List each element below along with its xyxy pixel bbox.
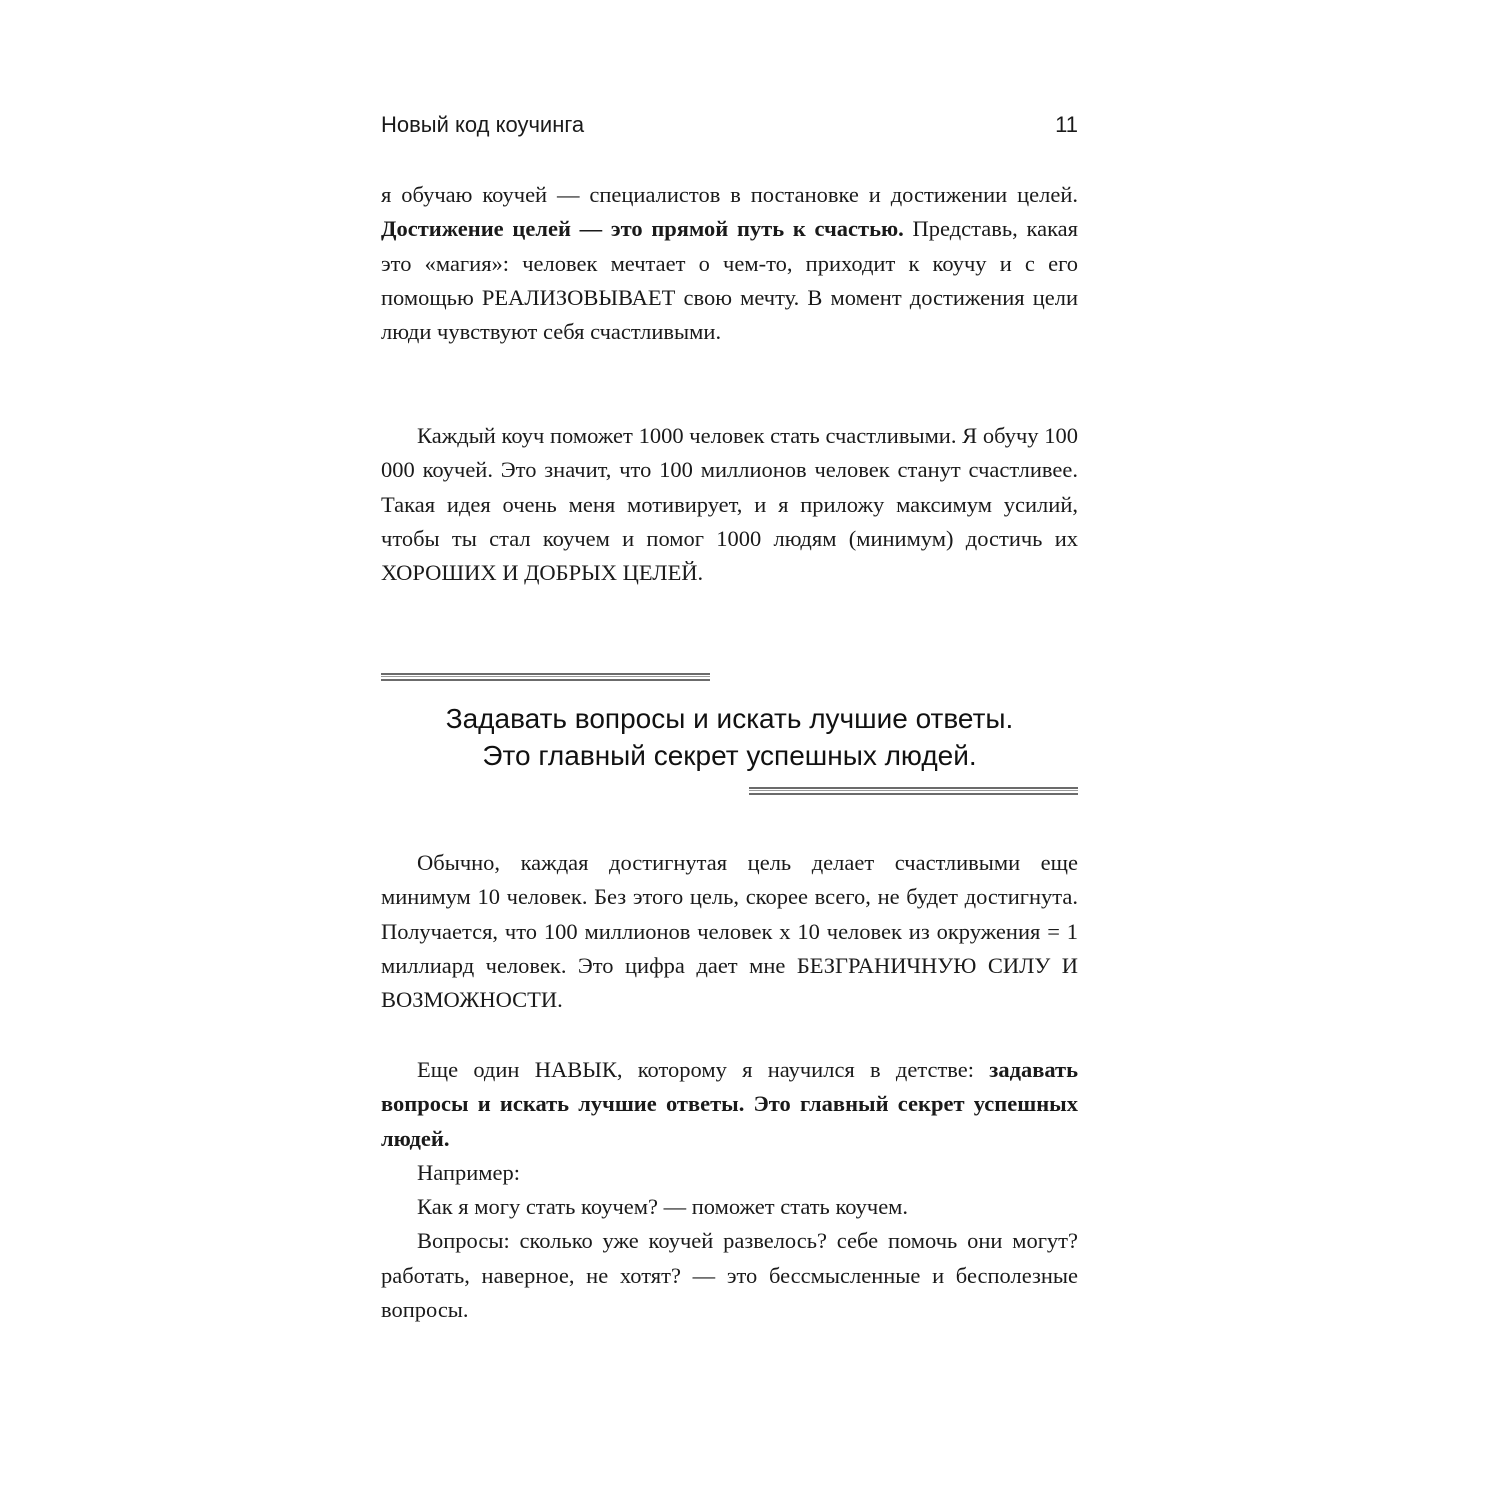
paragraph-text: Обычно, каждая достигнутая цель делает счастливыми еще минимум 10 человек. Без этого цель, скорее всего, не будет достигнута. Получается, что 100 миллионов человек х 10 человек из окружения = 1 миллиард человек. Это цифра дает мне БЕЗГРАНИЧНУЮ СИЛУ И ВОЗМОЖНОСТИ. — [381, 850, 1078, 1013]
paragraph-text: Каждый коуч поможет 1000 человек стать счастливыми. Я обучу 100 000 коучей. Это значит, что 100 миллионов человек станут счастливее. Такая идея очень меня мотивирует, и я приложу максимум усилий, чтобы ты стал коучем и помог 1000 людям (минимум) достичь их ХОРОШИХ И ДОБРЫХ ЦЕЛЕЙ. — [381, 423, 1078, 586]
bold-statement: Достижение целей — это прямой путь к счастью. — [381, 216, 904, 242]
paragraph-text: Еще один НАВЫК, которому я научился в детстве: — [417, 1057, 990, 1082]
pull-quote — [381, 700, 1078, 774]
book-title: Новый код коучинга — [381, 112, 585, 137]
bold-statement: задавать вопросы и искать лучшие ответы. Это главный секрет успешных людей. — [381, 1057, 1078, 1151]
running-header — [381, 112, 1078, 146]
paragraph-skill — [381, 1053, 1078, 1327]
paragraph-text: Вопросы: сколько уже коучей развелось? себе помочь они могут? работать, наверное, не хотят? — это бессмысленные и бесполезные вопросы. — [381, 1228, 1078, 1323]
paragraph-goals — [381, 178, 1078, 349]
paragraph-coaches — [381, 419, 1078, 590]
paragraph-text: Представь, какая это «магия»: человек мечтает о чем-то, приходит к коучу и с его помощью РЕАЛИЗОВЫВАЕТ свою мечту. В момент достижения цели люди чувствуют себя счастливыми. — [381, 216, 1078, 345]
paragraph-text: я обучаю коучей — специалистов в постановке и достижении целей. — [381, 182, 1078, 207]
decorative-rule-top — [381, 673, 710, 681]
paragraph-text: Как я могу стать коучем? — поможет стать коучем. — [417, 1194, 909, 1220]
decorative-rule-bottom — [749, 787, 1078, 795]
pull-quote-line: Задавать вопросы и искать лучшие ответы. — [445, 703, 1014, 734]
pull-quote-line: Это главный секрет успешных людей. — [482, 740, 977, 771]
paragraph-billion — [381, 846, 1078, 1017]
page-number: 11 — [1055, 112, 1078, 137]
paragraph-text: Например: — [417, 1159, 520, 1185]
